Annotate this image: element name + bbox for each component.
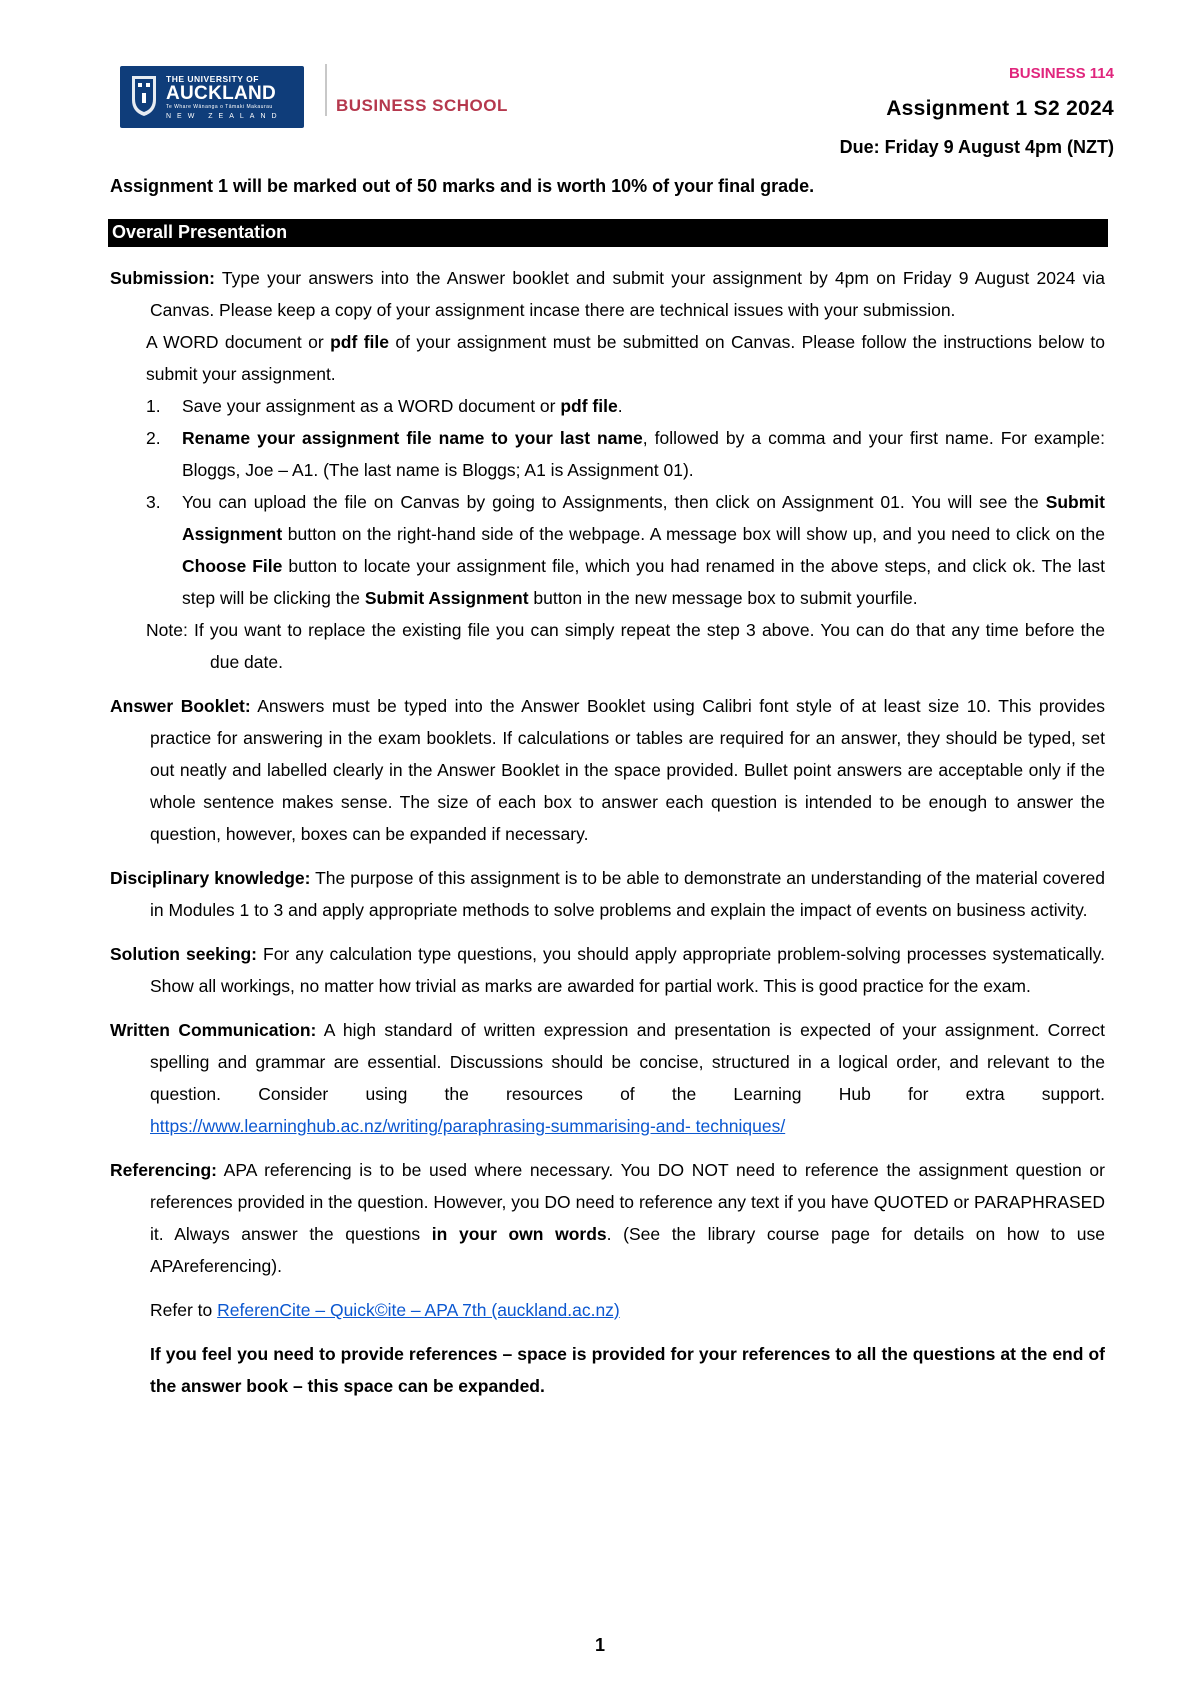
page-number: 1 bbox=[594, 1635, 605, 1655]
format-pdf-bold: pdf file bbox=[330, 332, 389, 352]
answer-booklet-paragraph bbox=[110, 690, 1105, 850]
list-item bbox=[146, 422, 1105, 486]
step2-text: , followed by a comma and your first name. For example: Bloggs, Joe – A1. (The last name is Bloggs; A1 is Assignment 01). bbox=[182, 428, 1105, 480]
course-code: BUSINESS 114 bbox=[1008, 65, 1114, 82]
disciplinary-text: The purpose of this assignment is to be able to demonstrate an understanding of the material covered in Modules 1 to 3 and apply appropriate methods to solve problems and explain the impact of events on business activity. bbox=[150, 868, 1105, 920]
format-text: A WORD document or bbox=[146, 332, 331, 352]
section-heading-bar bbox=[108, 219, 1108, 247]
logo-text-maori: Te Whare Wānanga o Tāmaki Makaurau bbox=[166, 104, 273, 110]
referencing-paragraph bbox=[110, 1154, 1105, 1282]
referencing-text: APA referencing is to be used where necessary. You DO NOT need to reference the assignment question or references provided in the question. However, you DO need to reference any text if you have QUOTED or PARAPHRASED it. Always answer the questions bbox=[150, 1160, 1105, 1244]
disciplinary-paragraph bbox=[110, 862, 1105, 926]
answer-booklet-text: Answers must be typed into the Answer Booklet using Calibri font style of at least size 10. This provides practice for answering in the exam booklets. If calculations or tables are required for an answer, they should be typed, set out neatly and labelled clearly in the Answer Booklet in the space provided. Bullet point answers are acceptable only if the whole sentence makes sense. The size of each box to answer each question is intended to be enough to answer the question, however, boxes can be expanded if necessary. bbox=[150, 696, 1105, 844]
step1-bold: pdf file bbox=[560, 396, 618, 416]
intro-statement: Assignment 1 will be marked out of 50 marks and is worth 10% of your final grade. bbox=[110, 176, 815, 196]
step3-text-4: button in the new message box to submit yourfile. bbox=[528, 588, 918, 608]
content-body bbox=[110, 262, 1105, 1402]
step3-choose-bold: Choose File bbox=[182, 556, 283, 576]
logo-text-auckland: AUCKLAND bbox=[166, 83, 277, 104]
step1-end: . bbox=[617, 396, 623, 416]
assignment-title: Assignment 1 S2 2024 bbox=[886, 97, 1114, 120]
refer-line bbox=[110, 1294, 1105, 1326]
submission-note: Note: If you want to replace the existing file you can simply repeat the step 3 above. You can do that any time before the due date. bbox=[146, 620, 1105, 672]
due-date: Due: Friday 9 August 4pm (NZT) bbox=[839, 137, 1114, 157]
step3-submit-bold: Submit Assignment bbox=[182, 492, 1105, 544]
answer-booklet-label: Answer Booklet: bbox=[110, 696, 251, 716]
referencing-label: Referencing: bbox=[110, 1160, 217, 1180]
written-communication-paragraph bbox=[110, 1014, 1105, 1142]
business-school-name: BUSINESS SCHOOL bbox=[336, 96, 508, 115]
university-logo bbox=[120, 66, 304, 128]
list-item bbox=[146, 486, 1105, 614]
references-space-note: If you feel you need to provide references – space is provided for your references to all the questions at the end of the answer book – this space can be expanded. bbox=[150, 1344, 1105, 1396]
written-text: A high standard of written expression and presentation is expected of your assignment. Correct spelling and grammar are essential. Discussions should be concise, structured in a logical order, and relevant to the question. Consider using the resources of the Learning Hub for extra support. bbox=[150, 1020, 1105, 1104]
submission-steps bbox=[110, 390, 1105, 614]
format-text-rest: of your assignment must be submitted on Canvas. Please follow the instructions below to submit your assignment. bbox=[146, 332, 1105, 384]
section-heading: Overall Presentation bbox=[112, 222, 288, 242]
submission-label: Submission: bbox=[110, 268, 216, 288]
step-number: 3. bbox=[146, 492, 161, 512]
logo-text-nz: NEW ZEALAND bbox=[166, 113, 283, 120]
step3-text-3: button to locate your assignment file, which you had renamed in the above steps, and click ok. The last step will be clicking the bbox=[182, 556, 1105, 608]
list-item bbox=[146, 390, 1105, 422]
solution-paragraph bbox=[110, 938, 1105, 1002]
referencite-link[interactable]: ReferenCite – Quick©ite – APA 7th (auckland.ac.nz) bbox=[217, 1300, 620, 1320]
solution-text: For any calculation type questions, you should apply appropriate problem-solving processes systematically. Show all workings, no matter how trivial as marks are awarded for partial work. This is good practice for the exam. bbox=[150, 944, 1105, 996]
submission-text: Type your answers into the Answer booklet and submit your assignment by 4pm on Friday 9 August 2024 via Canvas. Please keep a copy of your assignment incase there are technical issues with your submission. bbox=[150, 268, 1105, 320]
refer-prefix: Refer to bbox=[150, 1300, 218, 1320]
logo-text-line1: THE UNIVERSITY OF bbox=[166, 74, 259, 84]
step3-text: You can upload the file on Canvas by going to Assignments, then click on Assignment 01. You will see the bbox=[182, 492, 1046, 512]
step-number: 1. bbox=[146, 396, 161, 416]
referencing-text-end: . (See the library course page for details on how to use APAreferencing). bbox=[150, 1224, 1105, 1276]
referencing-bold: in your own words bbox=[431, 1224, 607, 1244]
logo-divider bbox=[325, 64, 327, 116]
step3-text-2: button on the right-hand side of the webpage. A message box will show up, and you need to click on the bbox=[282, 524, 1105, 544]
written-label: Written Communication: bbox=[110, 1020, 317, 1040]
step3-submit-bold-2: Submit Assignment bbox=[364, 588, 529, 608]
step1-text: Save your assignment as a WORD document or bbox=[182, 396, 561, 416]
learning-hub-link[interactable]: https://www.learninghub.ac.nz/writing/paraphrasing-summarising-and- techniques/ bbox=[150, 1116, 786, 1136]
step-number: 2. bbox=[146, 428, 161, 448]
submission-format-paragraph bbox=[110, 326, 1105, 390]
solution-label: Solution seeking: bbox=[110, 944, 257, 964]
submission-paragraph bbox=[110, 262, 1105, 326]
step2-bold: Rename your assignment file name to your last name bbox=[182, 428, 643, 448]
disciplinary-label: Disciplinary knowledge: bbox=[110, 868, 311, 888]
crest-icon bbox=[130, 74, 158, 118]
